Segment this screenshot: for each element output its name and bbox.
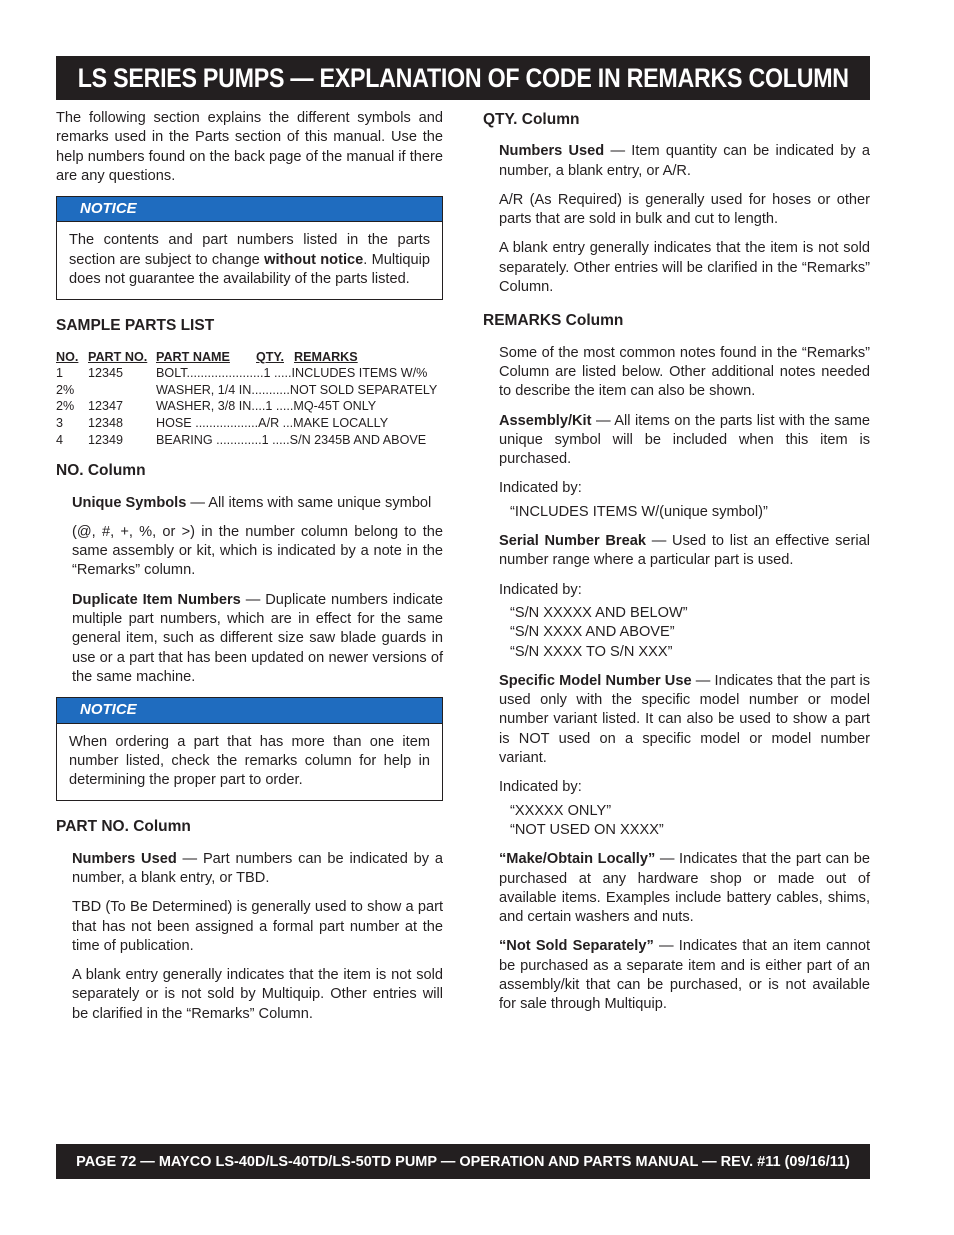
intro-paragraph: The following section explains the different symbols and remarks used in the Parts section of this manual. Use the help numbers found on the back page of the manual if there are any questions. [56,110,443,184]
serial-example: “S/N XXXX AND ABOVE” [510,624,675,641]
notice-heading: NOTICE [57,197,442,222]
no-column-heading: NO. Column [56,462,146,480]
table-row: 3 12348 HOSE ..................A/R ...MAKE LOCALLY [56,416,389,431]
indicated-by-label: Indicated by: [499,581,582,598]
notice-box-1 [56,196,443,300]
model-example: “XXXXX ONLY” [510,802,612,819]
model-example: “NOT USED ON XXXX” [510,821,664,838]
table-row: 2% WASHER, 1/4 IN...........NOT SOLD SEPARATELY [56,382,438,397]
assembly-kit-paragraph: Assembly/Kit — All items on the parts list with the same unique symbol will be included when this item is purchased. [499,412,870,468]
table-header-row: NO. PART NO. PART NAME QTY. REMARKS [56,349,358,364]
make-locally-paragraph: “Make/Obtain Locally” — Indicates that the part can be purchased at any hardware shop or made out of available items. Examples include battery cables, shims, and certain washers and nuts. [499,851,870,926]
left-column [56,109,443,1034]
serial-break-paragraph: Serial Number Break — Used to list an effective serial number range where a particular part is used. [499,533,870,569]
remarks-column-heading: REMARKS Column [483,312,624,330]
ar-paragraph: A/R (As Required) is generally used for hoses or other parts that are sold in bulk and cut to length. [499,191,870,228]
tbd-paragraph: TBD (To Be Determined) is generally used to show a part that has not been assigned a formal part number at the time of publication. [72,899,443,954]
notice-heading: NOTICE [57,698,442,723]
page-title-bar [56,56,870,100]
blank-entry-paragraph: A blank entry generally indicates that the item is not sold separately or is not sold by Multiquip. Other entries will be clarified in the “Remarks” Column. [72,967,443,1022]
unique-symbols-paragraph: Unique Symbols — All items with same unique symbol [72,494,432,511]
table-row: 4 12349 BEARING .............1 .....S/N 2345B AND ABOVE [56,432,427,447]
indicated-by-label: Indicated by: [499,480,582,497]
qty-column-heading: QTY. Column [483,111,580,128]
not-sold-separately-paragraph: “Not Sold Separately” — Indicates that an item cannot be purchased as a separate item and is either part of an assembly/kit that can be purchased, or is not available for sale through Multiquip. [499,938,871,1013]
indicated-by-label: Indicated by: [499,779,582,796]
part-no-column-heading: PART NO. Column [56,818,191,836]
remarks-intro-paragraph: Some of the most common notes found in the “Remarks” Column are listed below. Other additional notes needed to describe the item can also be shown. [499,344,870,400]
footer-text: PAGE 72 — MAYCO LS-40D/LS-40TD/LS-50TD PUMP — OPERATION AND PARTS MANUAL — REV. #11 (09/16/11) [76,1153,850,1170]
notice-box-2 [56,697,443,801]
symbols-paragraph: (@, #, +, %, or >) in the number column belong to the same assembly or kit, which is indicated by a note in the “Remarks” column. [72,523,443,579]
notice-body: The contents and part numbers listed in the parts section are subject to change without notice. Multiquip does not guarantee the availability of the parts listed. [69,232,430,288]
qty-numbers-used-paragraph: Numbers Used — Item quantity can be indicated by a number, a blank entry, or A/R. [499,143,870,179]
qty-blank-paragraph: A blank entry generally indicates that the item is not sold separately. Other entries will be clarified in the “Remarks” Column. [499,240,870,296]
right-column [483,110,870,1025]
table-row: 2% 12347 WASHER, 3/8 IN....1 .....MQ-45T ONLY [56,399,377,414]
page-footer [56,1144,870,1179]
sample-parts-heading: SAMPLE PARTS LIST [56,317,215,335]
part-numbers-used-paragraph: Numbers Used — Part numbers can be indicated by a number, a blank entry, or TBD. [72,850,443,886]
model-number-paragraph: Specific Model Number Use — Indicates that the part is used only with the specific model number or model number variant listed. It can also be used to show a part is NOT used on a specific model or model number variant. [499,672,871,767]
serial-example: “S/N XXXXX AND BELOW” [510,604,688,621]
sample-parts-table [56,349,443,449]
table-row: 1 12345 BOLT......................1 .....INCLUDES ITEMS W/% [56,366,428,381]
serial-example: “S/N XXXX TO S/N XXX” [510,643,673,660]
assembly-example: “INCLUDES ITEMS W/(unique symbol)” [510,503,768,520]
duplicate-numbers-paragraph: Duplicate Item Numbers — Duplicate numbers indicate multiple part numbers, which are in effect for the same general item, such as different size saw blade guards in use or a part that has been updated on newer versions of the same machine. [72,591,443,685]
notice-body: When ordering a part that has more than one item number listed, check the remarks column for help in determining the proper part to order. [69,733,430,789]
page-title: LS SERIES PUMPS — EXPLANATION OF CODE IN REMARKS COLUMN [77,62,849,93]
